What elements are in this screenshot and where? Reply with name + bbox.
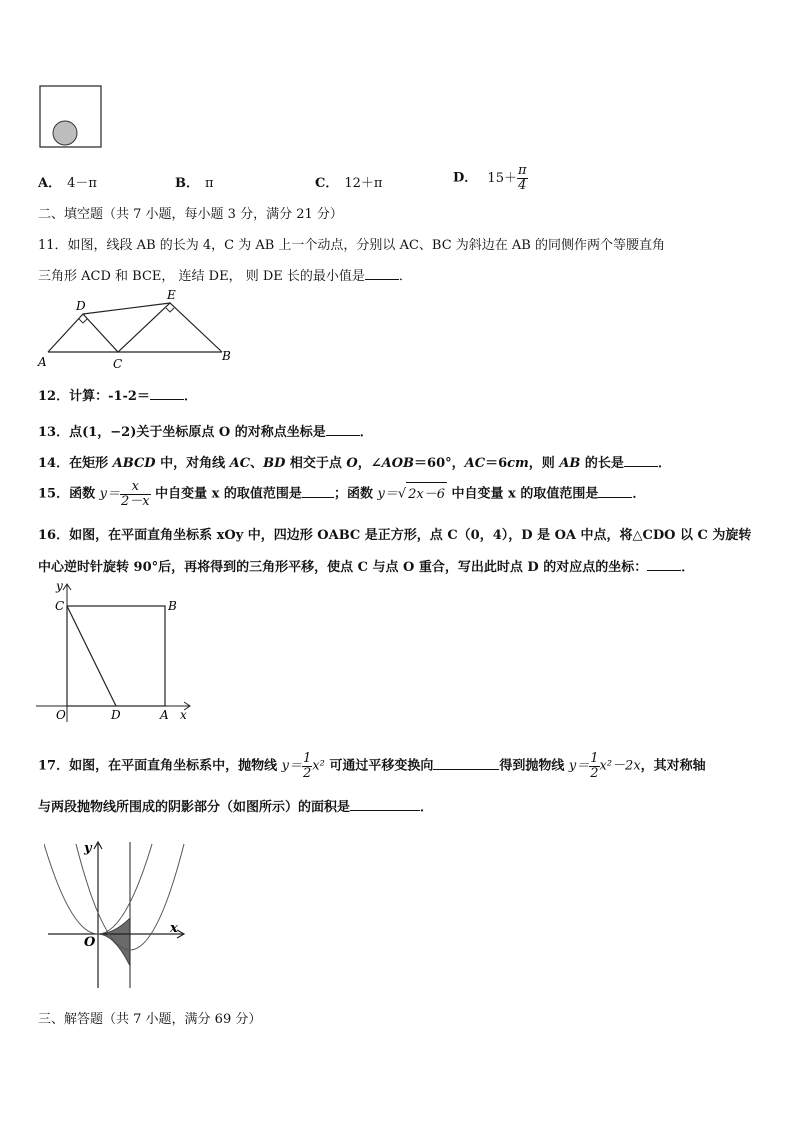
q11-answer-blank: [365, 278, 399, 280]
q10-option-b: B． π: [175, 176, 214, 191]
q11-line1: 11．如图，线段 AB 的长为 4，C 为 AB 上一个动点，分别以 AC、BC 为斜边在 AB 的同侧作两个等腰直角: [38, 238, 665, 253]
q11-label-b: B: [222, 349, 231, 363]
q16-label-a: A: [160, 708, 169, 722]
q16-label-c: C: [55, 599, 65, 613]
q17-fraction-1: $\frac{1}{2}$: [302, 751, 312, 781]
q16-answer-blank: [647, 569, 681, 571]
q17-line2: 与两段抛物线所围成的阴影部分（如图所示）的面积是 ．: [38, 800, 434, 815]
q17-label-o: O: [84, 935, 96, 950]
q11-label-a: A: [38, 355, 47, 369]
q13: 13．点(1，−2)关于坐标原点 O 的对称点坐标是 ．: [38, 425, 373, 440]
q15-answer-blank-2: [598, 496, 632, 498]
q16-label-o: O: [56, 708, 66, 722]
q16-label-d: D: [111, 708, 121, 722]
section2-title: 二、填空题（共 7 小题，每小题 3 分，满分 21 分）: [38, 207, 343, 222]
q17-fraction-2: $\frac{1}{2}$: [590, 751, 599, 781]
q16-label-x: x: [180, 708, 187, 722]
q10-d-fraction: $\frac{\pi}{4}$: [517, 163, 527, 193]
q12-answer-blank: [150, 398, 184, 400]
q11-label-c: C: [113, 357, 123, 371]
q17-label-x: x: [170, 921, 178, 936]
q16-figure: [36, 578, 196, 726]
q11-label-e: E: [167, 288, 176, 302]
section3-title: 三、解答题（共 7 小题，满分 69 分）: [38, 1012, 262, 1027]
q10-option-c: C． 12＋π: [315, 176, 383, 191]
q17-answer-blank-2: [350, 809, 420, 811]
q15-answer-blank-1: [302, 496, 334, 498]
q16-label-y: y: [56, 579, 63, 593]
q16-line1: 16．如图，在平面直角坐标系 xOy 中，四边形 OABC 是正方形，点 C（0，4），D 是 OA 中点，将△CDO 以 C 为旋转: [38, 528, 752, 543]
q15-sqrt: 2x－6: [406, 482, 447, 502]
q12: 12．计算：-1-2＝ ．: [38, 389, 197, 404]
q15-fraction: $\frac{x}{2-x}$: [120, 479, 150, 509]
q11-label-d: D: [76, 299, 86, 313]
q15: 15．函数 y＝ $\frac{x}{2-x}$ 中自变量 x 的取值范围是 ；函数 y＝√ 2x－6 中自变量 x 的取值范围是 ．: [38, 479, 646, 509]
q13-answer-blank: [326, 434, 360, 436]
q17-figure: [44, 838, 192, 992]
q16-line2: 中心逆时针旋转 90°后，再将得到的三角形平移，使点 C 与点 O 重合，写出此时点 D 的对应点的坐标： ．: [38, 560, 695, 575]
q11-figure: [36, 286, 236, 372]
q17-label-y: y: [84, 841, 92, 856]
q10-figure: [38, 84, 104, 150]
q17-answer-blank-1: [433, 768, 499, 770]
q10-option-d: D． 15＋ $\frac{\pi}{4}$: [453, 163, 527, 193]
q14: 14．在矩形 ABCD 中，对角线 AC、BD 相交于点 O，∠AOB＝60°，AC＝6cm，则 AB 的长是 ．: [38, 456, 671, 471]
q16-label-b: B: [168, 599, 177, 613]
q10-option-a: A． 4－π: [38, 176, 97, 191]
q11-line2: 三角形 ACD 和 BCE， 连结 DE， 则 DE 长的最小值是 ．: [38, 269, 412, 284]
q17-line1: 17．如图，在平面直角坐标系中，抛物线 y＝ $\frac{1}{2}$ x² 可通过平移变换向 得到抛物线 y＝ $\frac{1}{2}$ x²－2x，其对称轴: [38, 751, 706, 781]
q14-answer-blank: [624, 465, 658, 467]
